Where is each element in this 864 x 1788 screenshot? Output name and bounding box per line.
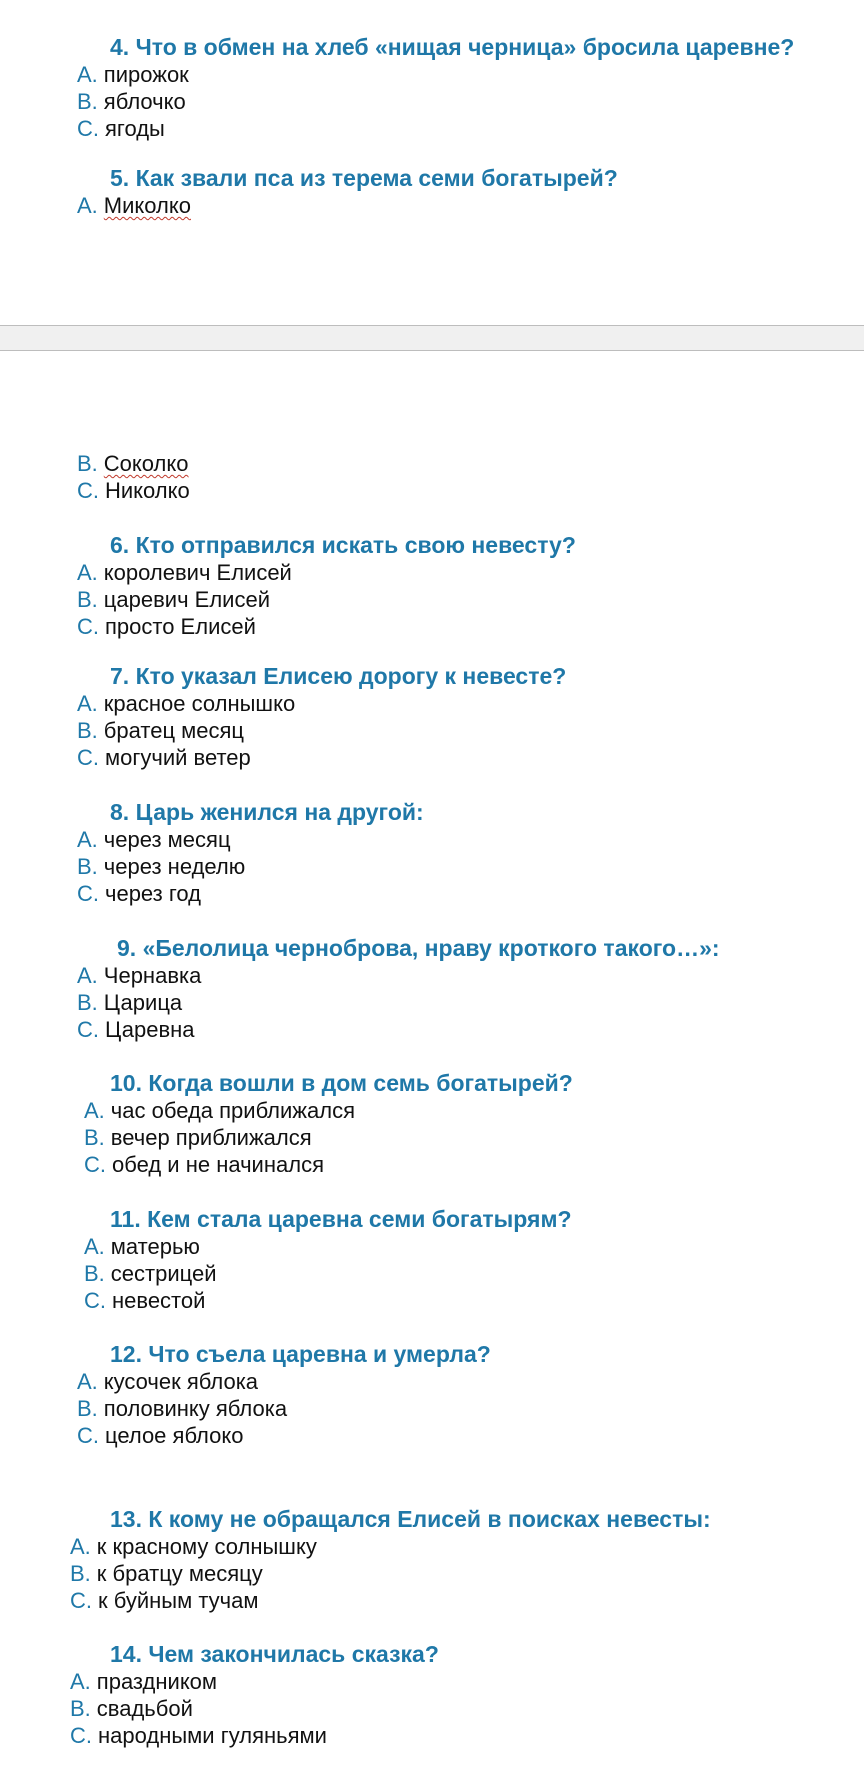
question-title: 9. «Белолица черноброва, нраву кроткого такого…»: [117, 935, 720, 961]
option-b [0, 1560, 864, 1587]
question-13 [0, 1506, 864, 1614]
question-7 [0, 663, 864, 771]
question-title: 12. Что съела царевна и умерла? [110, 1341, 491, 1367]
option-text: пирожок [103, 62, 189, 87]
option-a [0, 1097, 864, 1124]
question-title: 6. Кто отправился искать свою невесту? [110, 532, 576, 558]
option-letter: B. [77, 1396, 98, 1421]
option-a [0, 826, 864, 853]
question-title: 14. Чем закончилась сказка? [110, 1641, 439, 1667]
option-text: Николко [105, 478, 190, 503]
question-title: 7. Кто указал Елисею дорогу к невесте? [110, 663, 567, 689]
option-c [0, 1287, 864, 1314]
option-letter: A. [84, 1234, 105, 1259]
question-10 [0, 1070, 864, 1178]
question-6 [0, 532, 864, 640]
option-text: невестой [112, 1288, 206, 1313]
page-break [0, 325, 864, 351]
option-letter: C. [77, 116, 99, 141]
option-c [0, 1151, 864, 1178]
option-b [0, 853, 864, 880]
option-text: просто Елисей [105, 614, 256, 639]
option-letter: B. [77, 854, 98, 879]
option-letter: A. [70, 1534, 91, 1559]
option-c [0, 613, 864, 640]
option-letter: B. [77, 718, 98, 743]
option-text: сестрицей [110, 1261, 217, 1286]
option-letter: A. [77, 193, 98, 218]
option-text: через месяц [103, 827, 231, 852]
question-14 [0, 1641, 864, 1749]
option-c [0, 880, 864, 907]
option-text: народными гуляньями [98, 1723, 327, 1748]
option-b [0, 989, 864, 1016]
option-letter: C. [77, 1017, 99, 1042]
question-9 [0, 935, 864, 1043]
option-letter: C. [70, 1588, 92, 1613]
option-a [0, 559, 864, 586]
option-b [0, 1695, 864, 1722]
option-c [0, 1722, 864, 1749]
option-letter: A. [84, 1098, 105, 1123]
option-c [0, 477, 864, 504]
option-text: царевич Елисей [103, 587, 270, 612]
option-letter: B. [77, 451, 98, 476]
option-a [0, 1533, 864, 1560]
option-letter: B. [84, 1261, 105, 1286]
option-letter: B. [77, 990, 98, 1015]
option-text: королевич Елисей [103, 560, 292, 585]
option-text: матерью [110, 1234, 200, 1259]
option-letter: C. [77, 1423, 99, 1448]
option-letter: B. [70, 1696, 91, 1721]
option-letter: A. [70, 1669, 91, 1694]
option-letter: B. [84, 1125, 105, 1150]
option-text: вечер приближался [110, 1125, 312, 1150]
option-letter: B. [77, 587, 98, 612]
option-letter: A. [77, 1369, 98, 1394]
option-text: могучий ветер [105, 745, 251, 770]
option-letter: C. [77, 614, 99, 639]
option-letter: A. [77, 560, 98, 585]
option-text: кусочек яблока [103, 1369, 259, 1394]
option-letter: B. [77, 89, 98, 114]
option-b [0, 1124, 864, 1151]
option-text: Соколко [103, 451, 189, 476]
option-text: яблочко [103, 89, 186, 114]
option-a [0, 690, 864, 717]
option-b [0, 450, 864, 477]
option-text: ягоды [105, 116, 165, 141]
option-text: Чернавка [103, 963, 202, 988]
question-title: 4. Что в обмен на хлеб «нищая черница» бросила царевне? [110, 34, 795, 60]
option-text: половинку яблока [103, 1396, 288, 1421]
option-text: целое яблоко [105, 1423, 244, 1448]
question-5-continued [0, 450, 864, 504]
question-title: 8. Царь женился на другой: [110, 799, 424, 825]
option-text: обед и не начинался [112, 1152, 324, 1177]
option-c [0, 1422, 864, 1449]
option-b [0, 1395, 864, 1422]
question-title: 5. Как звали пса из терема семи богатырей? [110, 165, 618, 191]
option-text: час обеда приближался [110, 1098, 356, 1123]
option-letter: A. [77, 62, 98, 87]
option-letter: C. [84, 1152, 106, 1177]
option-a [0, 192, 864, 219]
option-text: братец месяц [103, 718, 245, 743]
option-c [0, 115, 864, 142]
option-text: праздником [96, 1669, 218, 1694]
option-letter: C. [77, 745, 99, 770]
question-12 [0, 1341, 864, 1449]
option-c [0, 1016, 864, 1043]
option-b [0, 717, 864, 744]
question-11 [0, 1206, 864, 1314]
option-text: Царевна [105, 1017, 195, 1042]
question-8 [0, 799, 864, 907]
option-text: к буйным тучам [98, 1588, 259, 1613]
option-letter: A. [77, 827, 98, 852]
option-letter: C. [84, 1288, 106, 1313]
option-a [0, 962, 864, 989]
question-title: 13. К кому не обращался Елисей в поисках невесты: [110, 1506, 711, 1532]
option-b [0, 1260, 864, 1287]
option-text: Миколко [103, 193, 191, 218]
option-c [0, 744, 864, 771]
option-a [0, 1233, 864, 1260]
option-text: Царица [103, 990, 183, 1015]
question-4 [0, 34, 864, 142]
option-letter: A. [77, 691, 98, 716]
question-5 [0, 165, 864, 219]
option-a [0, 61, 864, 88]
option-b [0, 88, 864, 115]
question-title: 10. Когда вошли в дом семь богатырей? [110, 1070, 573, 1096]
option-text: к братцу месяцу [96, 1561, 263, 1586]
option-letter: A. [77, 963, 98, 988]
option-c [0, 1587, 864, 1614]
option-text: к красному солнышку [96, 1534, 317, 1559]
question-title: 11. Кем стала царевна семи богатырям? [110, 1206, 572, 1232]
option-text: свадьбой [96, 1696, 193, 1721]
option-text: через год [105, 881, 202, 906]
option-letter: C. [70, 1723, 92, 1748]
option-text: через неделю [103, 854, 246, 879]
option-text: красное солнышко [103, 691, 296, 716]
option-letter: C. [77, 881, 99, 906]
option-a [0, 1668, 864, 1695]
option-a [0, 1368, 864, 1395]
option-letter: B. [70, 1561, 91, 1586]
option-letter: C. [77, 478, 99, 503]
option-b [0, 586, 864, 613]
